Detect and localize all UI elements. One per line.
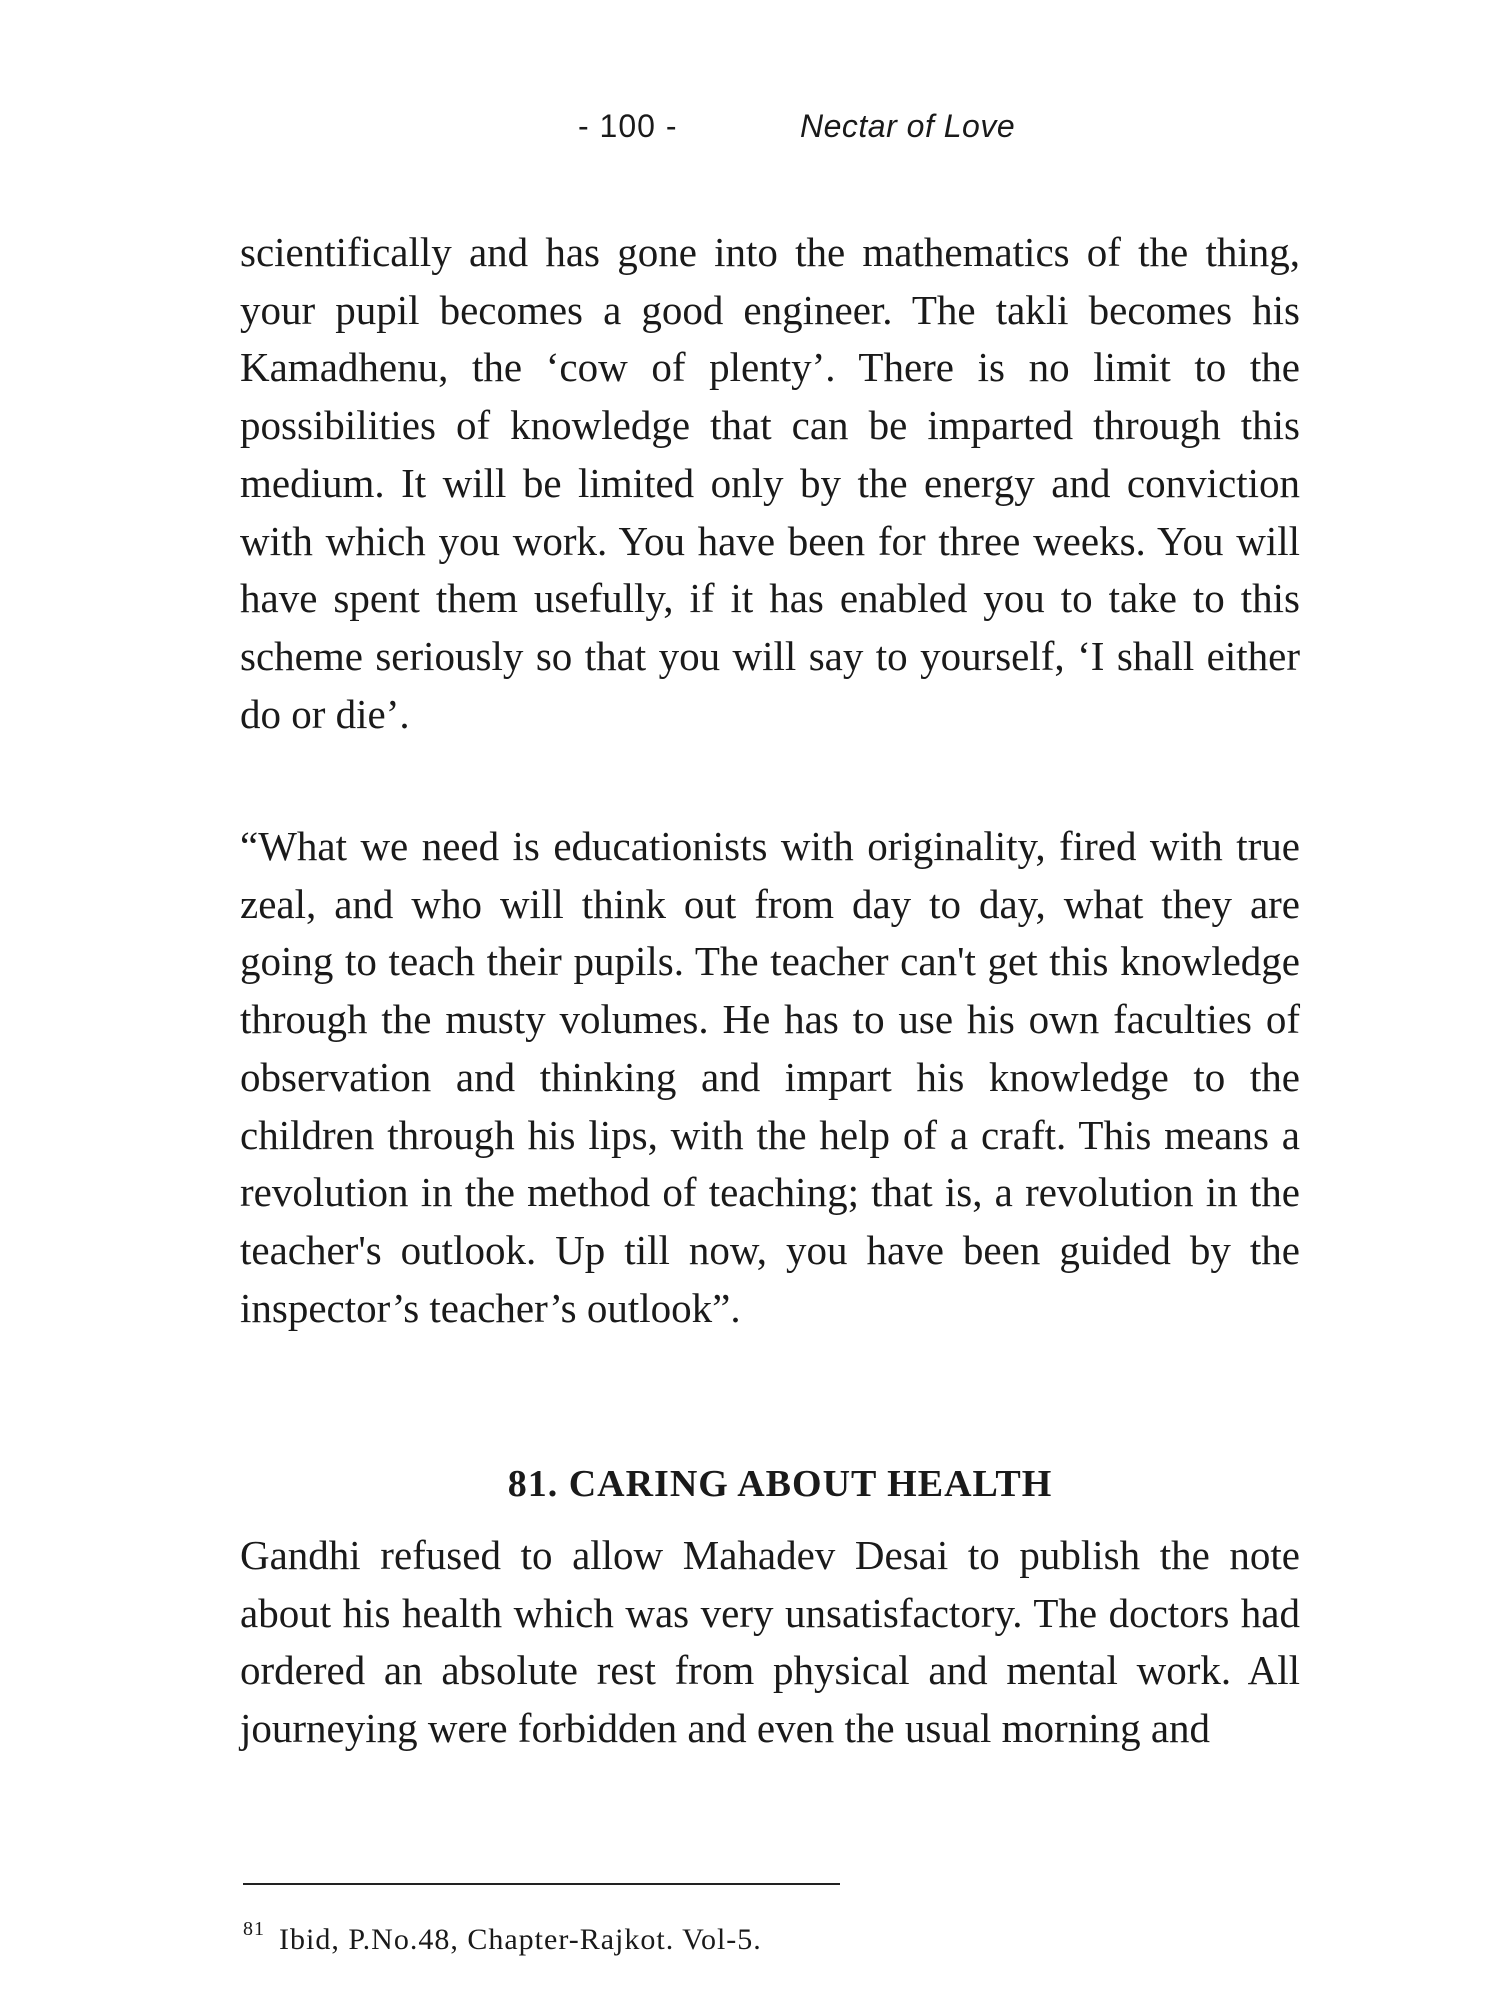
body-paragraph-continued: scientifically and has gone into the mathematics of the thing, your pupil becomes a good engineer. The takli becomes his Kamadhenu, the ‘cow of plenty’. There is no limit to the possibilities of knowledge that can be imparted through this medium. It will be limited only by the energy and conviction with which you work. You have been for three weeks. You will have spent them usefully, if it has enabled you to take to this scheme seriously so that you will say to yourself, ‘I shall either do or die’. xyxy=(240,229,1300,737)
page-number: - 100 - xyxy=(578,108,678,144)
footnote-marker: 81 xyxy=(243,1918,265,1940)
footnote-text: Ibid, P.No.48, Chapter-Rajkot. Vol-5. xyxy=(279,1923,762,1956)
running-header xyxy=(0,108,1500,152)
book-title: Nectar of Love xyxy=(800,108,1016,144)
section-heading: 81. CARING ABOUT HEALTH xyxy=(507,1463,1053,1505)
section-paragraph: Gandhi refused to allow Mahadev Desai to publish the note about his health which was very unsatisfactory. The doctors had ordered an absolute rest from physical and mental work. All journeying were forbidden and even the usual morning and xyxy=(240,1532,1300,1752)
footnote xyxy=(243,1918,762,1957)
body-paragraph-quote: “What we need is educationists with originality, fired with true zeal, and who will think out from day to day, what they are going to teach their pupils. The teacher can't get this knowledge through the musty volumes. He has to use his own faculties of observation and thinking and impart his knowledge to the children through his lips, with the help of a craft. This means a revolution in the method of teaching; that is, a revolution in the teacher's outlook. Up till now, you have been guided by the inspector’s teacher’s outlook”. xyxy=(240,823,1300,1331)
footnote-divider xyxy=(243,1883,840,1885)
